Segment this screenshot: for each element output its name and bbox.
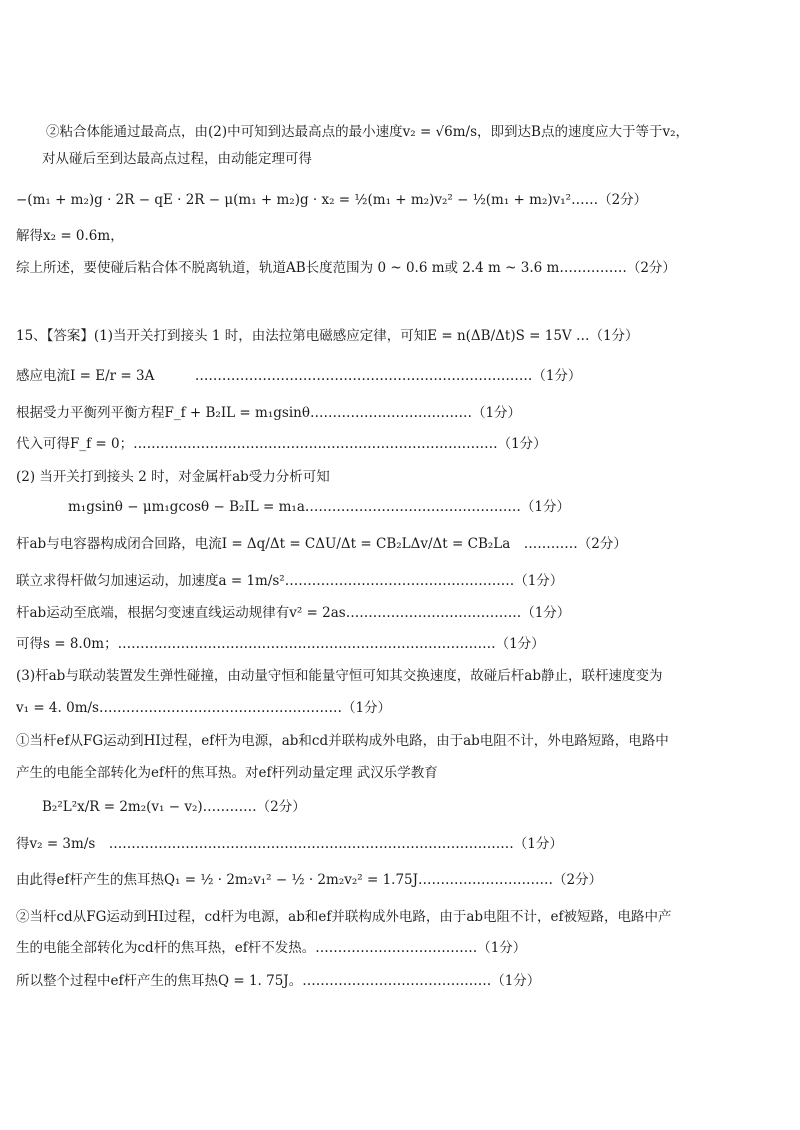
text-line: ②粘合体能通过最高点，由(2)中可知到达最高点的最小速度v₂ = √6m/s，即到达B点的速度应大于等于v₂， [46, 124, 689, 140]
equation-line: −(m₁ + m₂)g · 2R − qE · 2R − μ(m₁ + m₂)g · x₂ = ½(m₁ + m₂)v₂² − ½(m₁ + m₂)v₁²……（2分） [16, 192, 648, 208]
text-line: 代入可得F_f = 0；………………………………………………………………………（1分） [16, 436, 547, 452]
text-line: 解得x₂ = 0.6m， [16, 228, 124, 244]
answer-heading: 15、【答案】(1)当开关打到接头 1 时，由法拉第电磁感应定律，可知E = n(ΔB/Δt)S = 15V …（1分） [16, 328, 639, 344]
text-line: 可得s = 8.0m；…………………………………………………………………………（1分） [16, 636, 545, 652]
text-line: 感应电流I = E/r = 3A …………………………………………………………………（1分） [16, 368, 582, 384]
text-line: (3)杆ab与联动装置发生弹性碰撞，由动量守恒和能量守恒可知其交换速度，故碰后杆ab静止，联杆速度变为 [16, 668, 663, 684]
text-line: (2) 当开关打到接头 2 时，对金属杆ab受力分析可知 [16, 469, 330, 485]
text-line: 所以整个过程中ef杆产生的焦耳热Q = 1. 75J。……………………………………（1分） [16, 973, 541, 989]
text-line: 综上所述，要使碰后粘合体不脱离轨道，轨道AB长度范围为 0 ~ 0.6 m或 2.4 m ~ 3.6 m……………（2分） [16, 260, 676, 276]
text-line: ②当杆cd从FG运动到HI过程，cd杆为电源，ab和ef并联构成外电路，由于ab电阻不计，ef被短路，电路中产 [16, 909, 672, 925]
text-line: 产生的电能全部转化为ef杆的焦耳热。对ef杆列动量定理 武汉乐学教育 [16, 765, 438, 781]
text-line: 由此得ef杆产生的焦耳热Q₁ = ½ · 2m₂v₁² − ½ · 2m₂v₂² = 1.75J…………………………（2分） [16, 872, 603, 888]
equation-line: B₂²L²x/R = 2m₂(v₁ − v₂)…………（2分） [42, 799, 306, 815]
text-line: 对从碰后至到达最高点过程，由动能定理可得 [42, 151, 312, 167]
equation-line: m₁gsinθ − μm₁gcosθ − B₂IL = m₁a…………………………………………（1分） [68, 499, 570, 515]
text-line: 生的电能全部转化为cd杆的焦耳热，ef杆不发热。………………………………（1分） [16, 940, 527, 956]
text-line: 杆ab与电容器构成闭合回路，电流I = Δq/Δt = CΔU/Δt = CB₂LΔv/Δt = CB₂La …………（2分） [16, 536, 627, 552]
text-line: 得v₂ = 3m/s ………………………………………………………………………………（1分） [16, 836, 563, 852]
text-line: 根据受力平衡列平衡方程F_f + B₂IL = m₁gsinθ………………………………（1分） [16, 405, 522, 421]
text-line: 联立求得杆做匀加速运动，加速度a = 1m/s²……………………………………………（1分） [16, 573, 564, 589]
text-line: v₁ = 4. 0m/s………………………………………………（1分） [16, 700, 392, 716]
text-line: 杆ab运动至底端，根据匀变速直线运动规律有v² = 2as…………………………………（1分） [16, 605, 571, 621]
text-line: ①当杆ef从FG运动到HI过程，ef杆为电源，ab和cd并联构成外电路，由于ab电阻不计，外电路短路，电路中 [16, 733, 669, 749]
